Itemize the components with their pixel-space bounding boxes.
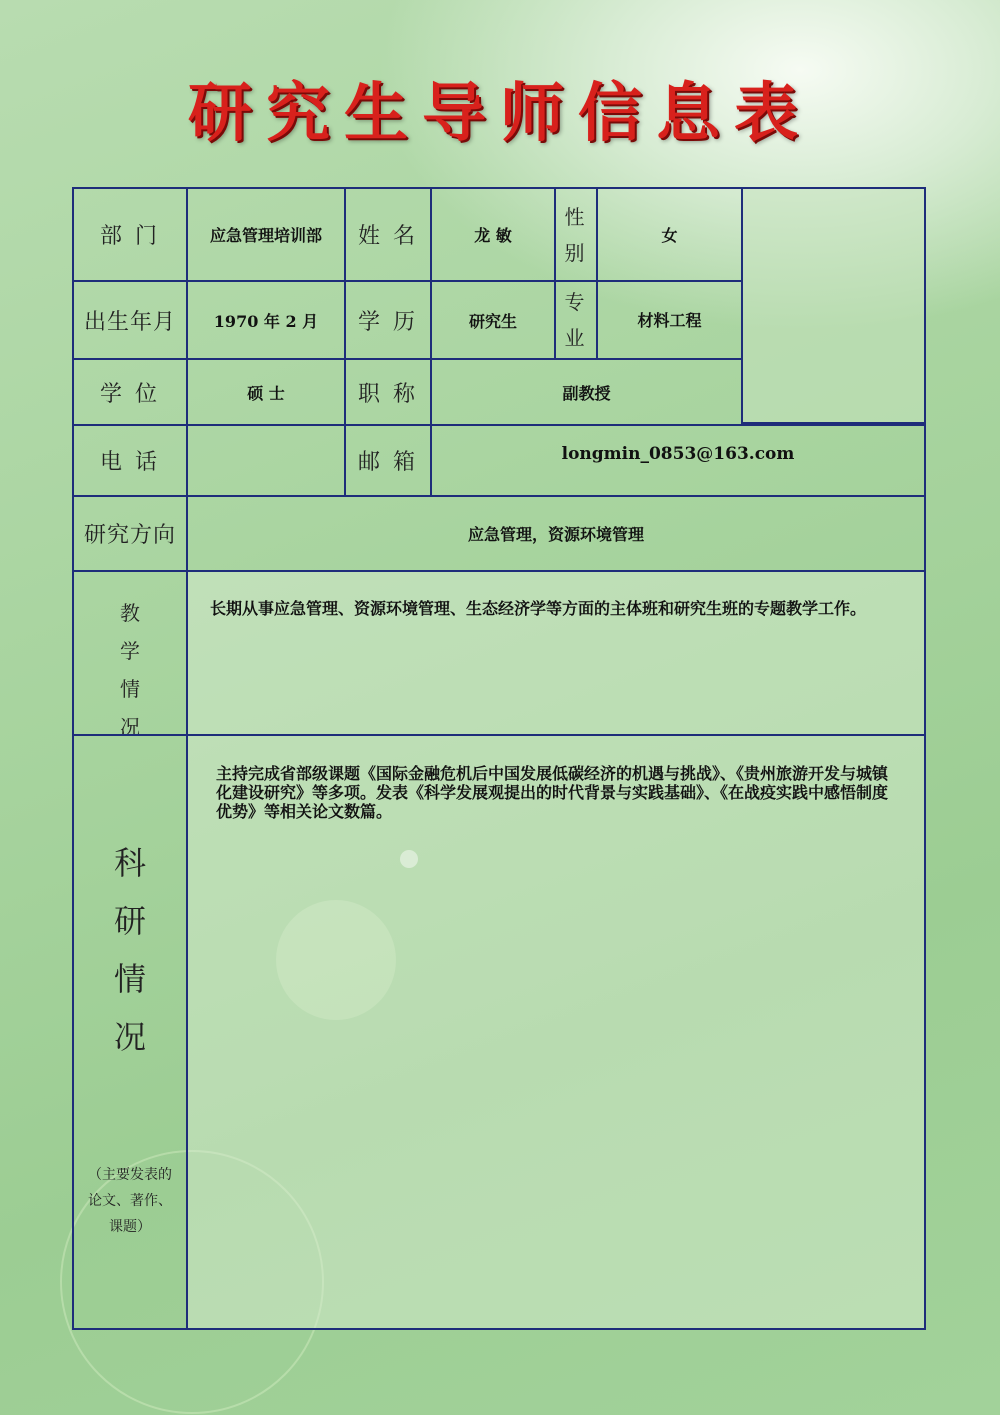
label-research-cell — [72, 734, 188, 1330]
value-birth: 1970 年 2 月 — [186, 280, 346, 360]
label-title: 职 称 — [344, 358, 432, 426]
label-teaching: 教学情况 — [72, 570, 188, 736]
page-title: 研究生导师信息表 — [188, 77, 812, 151]
label-degree: 学 位 — [72, 358, 188, 426]
label-birth: 出生年月 — [72, 280, 188, 360]
value-degree: 硕 士 — [186, 358, 346, 426]
value-name: 龙 敏 — [430, 187, 556, 282]
label-research: 科研情况 — [113, 844, 146, 1056]
value-title: 副教授 — [430, 358, 743, 426]
label-major: 专业 — [554, 280, 598, 360]
photo-box — [741, 187, 926, 424]
label-research-note: （主要发表的论文、著作、课题） — [88, 1167, 172, 1235]
value-email: longmin_0853@163.com — [430, 424, 926, 497]
value-research: 主持完成省部级课题《国际金融危机后中国发展低碳经济的机遇与挑战》、《贵州旅游开发与城镇化建设研究》等多项。发表《科学发展观提出的时代背景与实践基础》、《在战疫实践中感悟制度优势》等相关论文数篇。 — [186, 734, 926, 1330]
label-phone: 电 话 — [72, 424, 188, 497]
value-major: 材料工程 — [596, 280, 743, 360]
value-phone — [186, 424, 346, 497]
label-email: 邮 箱 — [344, 424, 432, 497]
label-research-direction: 研究方向 — [72, 495, 188, 572]
label-department: 部 门 — [72, 187, 188, 282]
value-education: 研究生 — [430, 280, 556, 360]
label-gender: 性别 — [554, 187, 598, 282]
value-gender: 女 — [596, 187, 743, 282]
value-teaching: 长期从事应急管理、资源环境管理、生态经济学等方面的主体班和研究生班的专题教学工作。 — [186, 570, 926, 736]
label-name: 姓 名 — [344, 187, 432, 282]
value-research-direction: 应急管理，资源环境管理 — [186, 495, 926, 572]
label-education: 学 历 — [344, 280, 432, 360]
value-department: 应急管理培训部 — [186, 187, 346, 282]
